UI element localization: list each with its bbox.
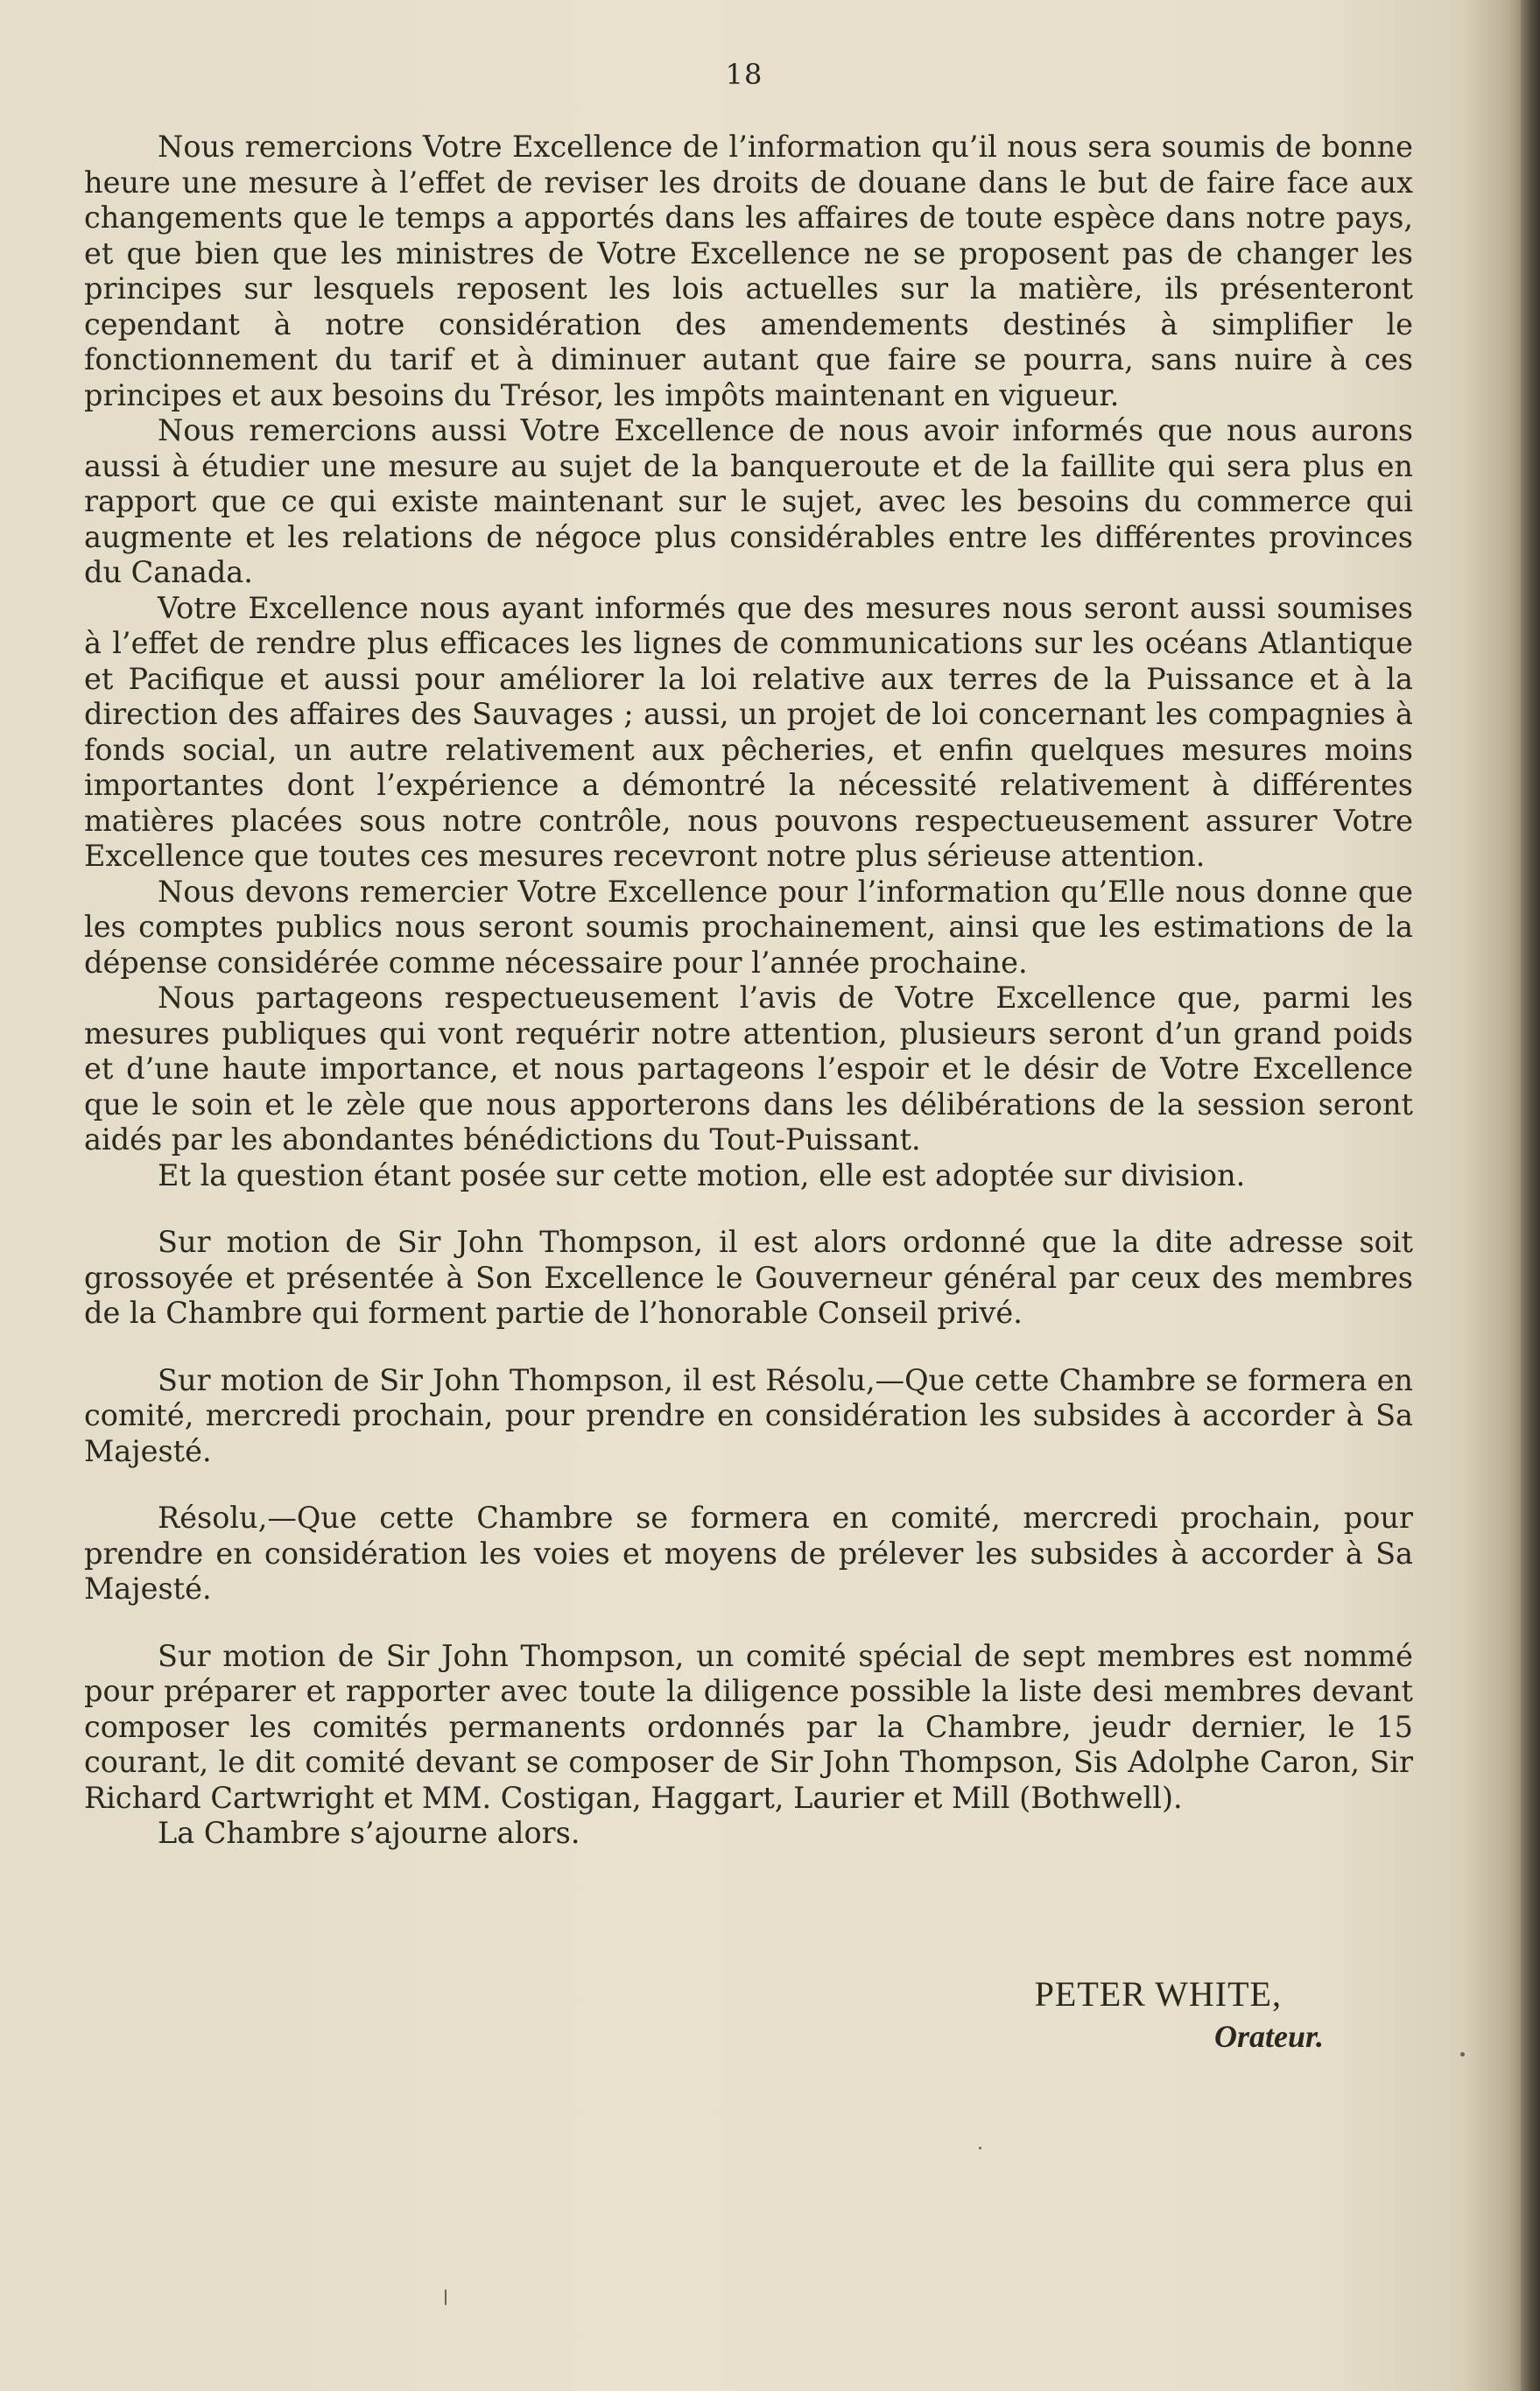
paragraph-motion-adopted: Et la question étant posée sur cette motion, elle est adoptée sur division. xyxy=(158,1157,1246,1192)
body-text xyxy=(84,130,1413,1852)
speaker-name: PETER WHITE, xyxy=(1034,1974,1282,2014)
paragraph-adjournment: La Chambre s’ajourne alors. xyxy=(158,1816,580,1850)
paragraph-tariff: Nous remercions Votre Excellence de l’information qu’il nous sera soumis de bonne heure une mesure à l’effet de reviser les droits de douane dans le but de faire face aux changements que le temps a apportés dans les affaires de toute espèce dans notre pays, et que bien que les ministres de Votre Excellence ne se proposent pas de changer les principes sur lesquels reposent les lois actuelles sur la matière, ils présenteront cependant à notre considération des amendements destinés à simplifier le fonctionnement du tarif et à diminuer autant que faire se pourra, sans nuire à ces principes et aux besoins du Trésor, les impôts maintenant en vigueur. xyxy=(84,130,1413,412)
paragraph-public-measures: Nous partageons respectueusement l’avis de Votre Excellence que, parmi les mesures publiques qui vont requérir notre attention, plusieurs seront d’un grand poids et d’une haute importance, et nous partageons l’espoir et le désir de Votre Excellence que le soin et le zèle que nous apporterons dans les délibérations de la session seront aidés par les abondantes bénédictions du Tout-Puissant. xyxy=(84,981,1413,1157)
speaker-title: Orateur. xyxy=(1213,2019,1324,2054)
page-number: 18 xyxy=(725,58,763,91)
paragraph-supply-committee: Sur motion de Sir John Thompson, il est Résolu,—Que cette Chambre se formera en comité, mercredi prochain, pour prendre en considération les subsides à accorder à Sa Majesté. xyxy=(84,1362,1413,1468)
paragraph-public-accounts: Nous devons remercier Votre Excellence pour l’information qu’Elle nous donne que les comptes publics nous seront soumis prochainement, ainsi que les estimations de la dépense considérée comme nécessaire pour l’année prochaine. xyxy=(84,874,1413,980)
signature-block xyxy=(0,1973,1324,2057)
binding-edge xyxy=(1521,0,1540,2391)
paper-speck xyxy=(445,2289,447,2305)
paragraph-measures: Votre Excellence nous ayant informés que des mesures nous seront aussi soumises à l’effet de rendre plus efficaces les lignes de communications sur les océans Atlantique et Pacifique et aussi pour améliorer la loi relative aux terres de la Puissance et à la direction des affaires des Sauvages ; aussi, un projet de loi concernant les compagnies à fonds social, un autre relativement aux pêcheries, et enfin quelques mesures moins importantes dont l’expérience a démontré la nécessité relativement à différentes matières placées sous notre contrôle, nous pouvons respectueusement assurer Votre Excellence que toutes ces mesures recevront notre plus sérieuse attention. xyxy=(84,590,1413,873)
paper-speck xyxy=(979,2147,981,2149)
paragraph-address-engrossed: Sur motion de Sir John Thompson, il est alors ordonné que la dite adresse soit grossoyée et présentée à Son Excellence le Gouverneur général par ceux des membres de la Chambre qui forment partie de l’honorable Conseil privé. xyxy=(84,1225,1413,1330)
paragraph-special-committee: Sur motion de Sir John Thompson, un comité spécial de sept membres est nommé pour préparer et rapporter avec toute la diligence possible la liste desi membres devant composer les comités permanents ordonnés par la Chambre, jeudr dernier, le 15 courant, le dit comité devant se composer de Sir John Thompson, Sis Adolphe Caron, Sir Richard Cartwright et MM. Costigan, Haggart, Laurier et Mill (Bothwell). xyxy=(84,1638,1413,1815)
paper-speck xyxy=(1460,2052,1465,2057)
paragraph-bankruptcy: Nous remercions aussi Votre Excellence de nous avoir informés que nous aurons aussi à étudier une mesure au sujet de la banqueroute et de la faillite qui sera plus en rapport que ce qui existe maintenant sur le sujet, avec les besoins du commerce qui augmente et les relations de négoce plus considérables entre les différentes provinces du Canada. xyxy=(84,413,1413,589)
paragraph-ways-and-means: Résolu,—Que cette Chambre se formera en comité, mercredi prochain, pour prendre en considération les voies et moyens de prélever les subsides à accorder à Sa Majesté. xyxy=(84,1501,1413,1606)
